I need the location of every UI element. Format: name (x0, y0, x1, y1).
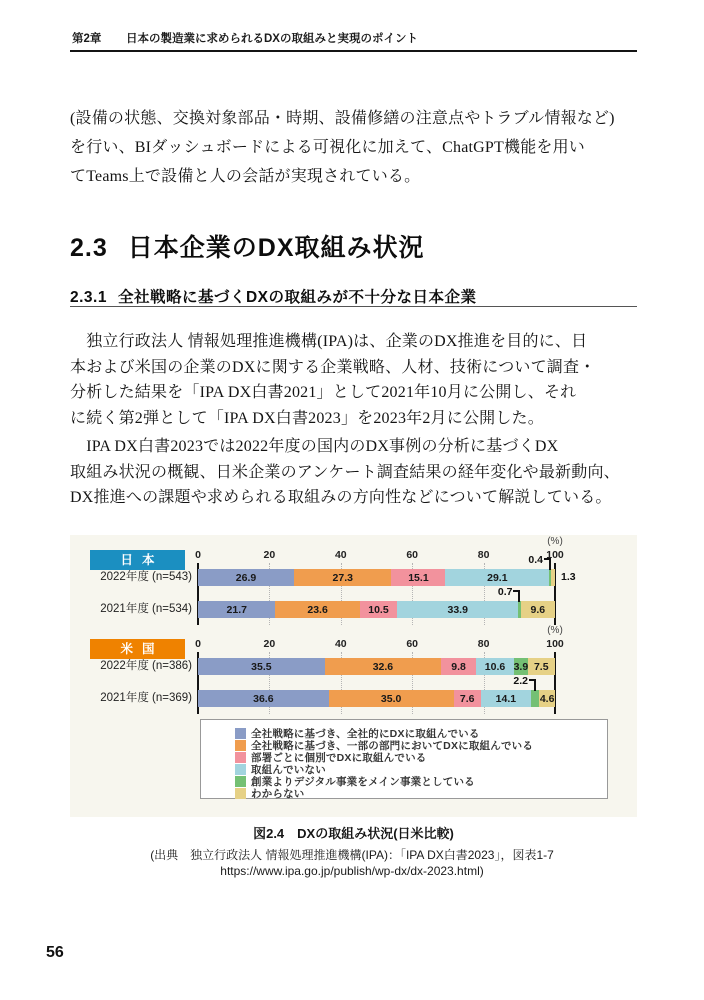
subsection-number: 2.3.1 (70, 289, 107, 306)
segment-value-right: 1.3 (561, 571, 576, 583)
bar-segment (397, 601, 518, 618)
axis-tick-label: 0 (195, 638, 201, 650)
axis-tick-label: 60 (406, 549, 419, 561)
segment-value: 14.1 (495, 692, 517, 705)
segment-value: 32.6 (372, 660, 394, 673)
bar-segment (481, 690, 531, 707)
axis-tick-label: 20 (263, 549, 276, 561)
axis-tick-label: 100 (546, 638, 564, 650)
segment-value: 10.5 (368, 603, 389, 616)
axis-tick-label: 80 (477, 638, 490, 650)
section-number: 2.3 (70, 234, 108, 262)
legend-label: 部署ごとに個別でDXに取組んでいる (251, 751, 427, 764)
bar-row (198, 658, 555, 675)
paragraph-whitepaper-2023 (70, 434, 645, 511)
axis-tick-label: 60 (406, 638, 419, 650)
segment-value: 15.1 (408, 571, 429, 584)
bar-segment (198, 658, 325, 675)
text-line: に続く第2弾として「IPA DX白書2023」を2023年2月に公開した。 (70, 409, 544, 427)
text-line: IPA DX白書2023では2022年度の国内のDX事例の分析に基づくDX (70, 438, 559, 455)
callout-elbow (529, 679, 536, 691)
bar-row (198, 585, 555, 618)
header-rule (70, 50, 637, 52)
text-line: DX推進への課題や求められる取組みの方向性などについて解説している。 (70, 489, 612, 506)
chart-legend (200, 719, 608, 799)
legend-label: わからない (251, 787, 305, 800)
figure-source-line1: (出典 独立行政法人 情報処理推進機構(IPA)：「IPA DX白書2023」，図表1-7 (150, 848, 554, 862)
subsection-heading (70, 285, 477, 307)
segment-value: 29.1 (487, 571, 508, 584)
dx-comparison-chart (70, 535, 637, 817)
section-heading (70, 228, 425, 264)
segment-value: 21.7 (226, 603, 247, 616)
bar-segment (539, 690, 555, 707)
text-line: てTeams上で設備と人の会話が実現されている。 (70, 168, 421, 185)
legend-swatch (235, 764, 246, 775)
text-line: 分析した結果を「IPA DX白書2021」として2021年10月に公開し、それ (70, 384, 577, 401)
row-label: 2022年度 (n=543) (100, 571, 192, 583)
bar-segment (445, 569, 549, 586)
bar-segment (360, 601, 397, 618)
bar-segment (294, 569, 391, 586)
bar-segment (514, 658, 528, 675)
axis-unit-label: (%) (547, 536, 563, 547)
subsection-title: 全社戦略に基づくDXの取組みが不十分な日本企業 (117, 289, 477, 306)
group-badge-japan: 日本 (90, 550, 185, 570)
axis-tick-label: 40 (334, 638, 347, 650)
axis-tick-label: 100 (546, 549, 564, 561)
bar-segment (551, 569, 556, 586)
text-line: (設備の状態、交換対象部品・時期、設備修繕の注意点やトラブル情報など) (70, 110, 615, 127)
segment-callout (528, 555, 551, 571)
axis-tick-label: 0 (195, 549, 201, 561)
paragraph-intro (70, 104, 645, 191)
axis-tick-label: 80 (477, 549, 490, 561)
subsection-underline (70, 306, 637, 307)
segment-callout (498, 587, 521, 603)
segment-value: 26.9 (235, 571, 257, 584)
text-line: を行い、BIダッシュボードによる可視化に加えて、ChatGPT機能を用い (70, 139, 586, 156)
legend-label: 創業よりデジタル事業をメイン事業としている (251, 775, 475, 788)
legend-label: 全社戦略に基づき、一部の部門においてDXに取組んでいる (251, 739, 534, 752)
segment-value: 33.9 (447, 603, 468, 616)
section-title: 日本企業のDX取組み状況 (127, 234, 425, 262)
callout-value: 0.4 (528, 553, 544, 566)
legend-swatch (235, 788, 246, 799)
segment-callout (513, 676, 536, 692)
header-chapter-label: 第2章 (72, 33, 102, 45)
segment-value: 4.6 (539, 692, 555, 705)
text-line: 独立行政法人 情報処理推進機構(IPA)は、企業のDX推進を目的に、日 (70, 333, 588, 350)
bar-segment (441, 658, 476, 675)
bar-segment (329, 690, 454, 707)
segment-value: 3.9 (513, 660, 529, 673)
text-line: 本および米国の企業のDXに関する企業戦略、人材、技術について調査・ (70, 358, 596, 376)
segment-value: 35.0 (380, 692, 402, 705)
bar-segment (198, 569, 294, 586)
segment-value: 27.3 (332, 571, 353, 584)
page-number: 56 (46, 944, 64, 961)
group-badge-us: 米国 (90, 639, 185, 659)
bar-segment (275, 601, 359, 618)
legend-swatch (235, 728, 246, 739)
segment-value: 9.6 (530, 603, 546, 616)
header-chapter-title: 日本の製造業に求められるDXの取組みと実現のポイント (126, 33, 418, 45)
segment-value: 7.6 (459, 692, 475, 705)
row-label: 2021年度 (n=369) (100, 692, 192, 704)
callout-value: 0.7 (497, 585, 513, 598)
legend-swatch (235, 752, 246, 763)
row-label: 2021年度 (n=534) (100, 603, 192, 615)
bar-segment (454, 690, 481, 707)
segment-value: 9.8 (451, 660, 466, 673)
plot-region (100, 652, 555, 714)
callout-value: 2.2 (513, 674, 529, 687)
axis-unit-label: (%) (547, 625, 563, 636)
callout-elbow (513, 590, 520, 602)
segment-value: 7.5 (533, 660, 549, 673)
segment-value: 36.6 (253, 692, 274, 705)
segment-value: 10.6 (484, 660, 506, 673)
bar-segment (476, 658, 514, 675)
legend-label: 全社戦略に基づき、全社的にDXに取組んでいる (251, 727, 480, 740)
axis-tick-label: 20 (263, 638, 276, 650)
row-label: 2022年度 (n=386) (100, 660, 192, 672)
bar-segment (198, 690, 329, 707)
legend-swatch (235, 776, 246, 787)
axis-tick-label: 40 (334, 549, 347, 561)
bar-row (198, 674, 555, 707)
bar-segment (198, 601, 275, 618)
bar-segment (325, 658, 441, 675)
bar-segment (521, 601, 555, 618)
paragraph-ipa-whitepaper (70, 329, 645, 431)
figure-caption: 図2.4 DXの取組み状況(日米比較) (253, 826, 454, 841)
segment-value: 23.6 (307, 603, 328, 616)
legend-label: 取組んでいない (251, 763, 326, 776)
legend-item (235, 787, 599, 799)
figure-source-url: https://www.ipa.go.jp/publish/wp-dx/dx-2023.html) (220, 864, 484, 878)
bar-segment (391, 569, 445, 586)
bar-segment (528, 658, 555, 675)
bar-segment (531, 690, 539, 707)
legend-swatch (235, 740, 246, 751)
segment-value: 35.5 (251, 660, 272, 673)
text-line: 取組み状況の概観、日米企業のアンケート調査結果の経年変化や最新動向、 (70, 463, 620, 481)
